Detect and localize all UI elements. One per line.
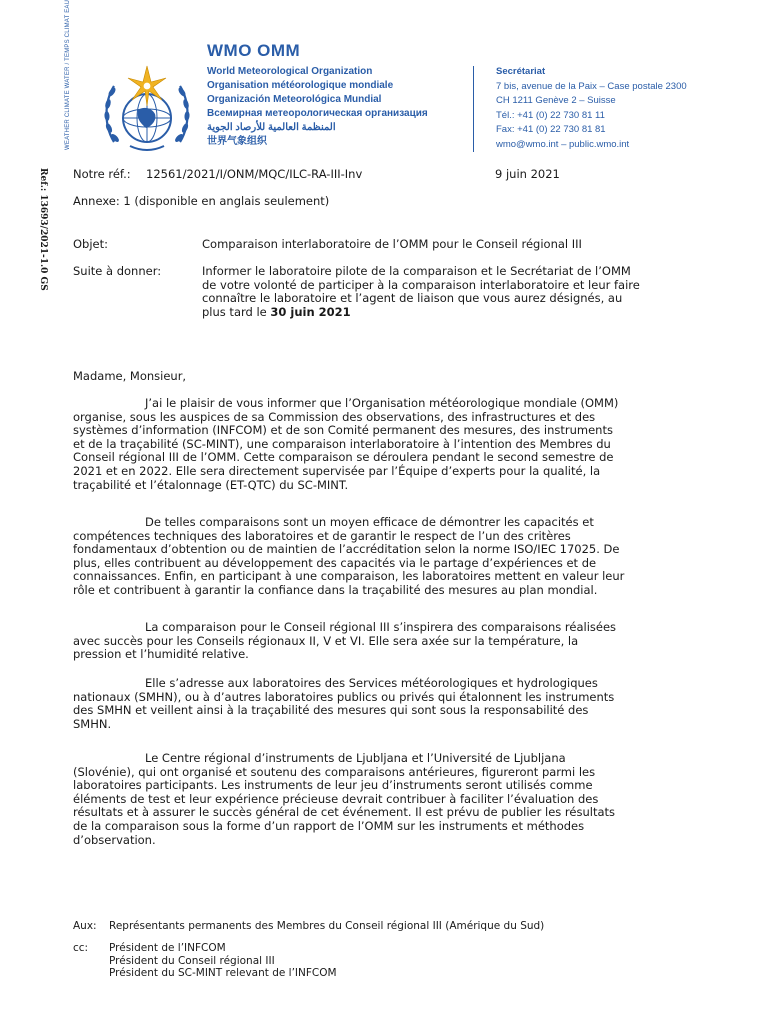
- paragraph-line: Elle s’adresse aux laboratoires des Services météorologiques et hydrologiques: [145, 676, 598, 690]
- paragraph-line: d’observation.: [73, 832, 156, 847]
- wmo-emblem-logo: [100, 62, 194, 156]
- org-name-ru: Всемирная метеорологическая организация: [207, 108, 428, 119]
- paragraph-1: [73, 397, 698, 492]
- paragraph-5: [73, 752, 698, 847]
- suite-line: de votre volonté de participer à la comparaison interlaboratoire et leur faire: [202, 277, 640, 292]
- brand-title: WMO OMM: [207, 41, 301, 60]
- paragraph-line: nationaux (SMHN), ou à d’autres laboratoires publics ou privés qui étalonnent les instruments: [73, 689, 615, 704]
- secretariat-address: [496, 65, 687, 152]
- paragraph-line: avec succès pour les Conseils régionaux II, V et VI. Elle sera axée sur la température, la: [73, 633, 579, 648]
- suite-label: Suite à donner:: [73, 264, 162, 278]
- phone-line: Tél.: +41 (0) 22 730 81 11: [496, 109, 605, 121]
- paragraph-line: laboratoires participants. Les instruments de leur jeu d’instruments seront utilisés comme: [73, 778, 593, 793]
- paragraph-line: compétences techniques des laboratoires et de garantir le respect de l’un des critères: [73, 528, 571, 543]
- suite-line: connaître le laboratoire et l’agent de liaison que vous aurez désignés, au: [202, 291, 623, 306]
- vertical-tagline: [64, 0, 94, 156]
- paragraph-line: résultats et à assurer le succès général de cet événement. Il est prévu de publier les résultats: [73, 805, 616, 820]
- aux-label: Aux:: [73, 920, 97, 932]
- notre-ref-value: 12561/2021/I/ONM/MQC/ILC-RA-III-Inv: [146, 167, 363, 181]
- address-line: 7 bis, avenue de la Paix – Case postale 2300: [496, 80, 687, 92]
- org-name-zh: 世界气象组织: [207, 136, 267, 147]
- org-name-ar: المنظمة العالمية للأرصاد الجوية: [207, 122, 336, 133]
- paragraph-2: [73, 516, 698, 598]
- paragraph-line: et de la traçabilité (SC-MINT), une comparaison interlaboratoire à l’intention des Membres du: [73, 436, 611, 451]
- email-web-line: wmo@wmo.int – public.wmo.int: [496, 138, 630, 150]
- suite-last-prefix: plus tard le: [202, 304, 267, 319]
- aux-value: Représentants permanents des Membres du Conseil régional III (Amérique du Sud): [109, 920, 545, 932]
- paragraph-line: Le Centre régional d’instruments de Ljubljana et l’Université de Ljubljana: [145, 751, 566, 765]
- secretariat-title: Secrétariat: [496, 66, 546, 77]
- paragraph-line: (Slovénie), qui ont organisé et soutenu des comparaisons antérieures, figureront parmi les: [73, 764, 596, 779]
- cc-list: [109, 942, 337, 980]
- side-reference-text: Ref.: 13693/2021-1.0 GS: [38, 168, 48, 291]
- tagline-text: WEATHER CLIMATE WATER / TEMPS CLIMAT EAU: [65, 0, 71, 150]
- suite-line: Informer le laboratoire pilote de la comparaison et le Secrétariat de l’OMM: [202, 264, 631, 278]
- cc-item: Président du SC-MINT relevant de l’INFCOM: [109, 967, 337, 979]
- org-names: [207, 65, 428, 149]
- objet-label: Objet:: [73, 237, 109, 251]
- paragraph-line: 2021 et en 2022. Elle sera directement supervisée par l’Équipe d’experts pour la qualité, la: [73, 463, 601, 478]
- paragraph-line: plus, elles contribuent au développement des capacités via le partage d’expériences et de: [73, 555, 597, 570]
- paragraph-line: des SMHN et veillent ainsi à la traçabilité des mesures qui sont sous la responsabilité des: [73, 703, 589, 718]
- paragraph-line: fondamentaux d’obtention ou de maintien de l’accréditation selon la norme ISO/IEC 17025. De: [73, 542, 620, 557]
- objet-value: Comparaison interlaboratoire de l’OMM pour le Conseil régional III: [202, 237, 582, 251]
- fax-line: Fax: +41 (0) 22 730 81 81: [496, 124, 606, 135]
- paragraph-3: [73, 621, 698, 662]
- paragraph-line: de la comparaison sous la forme d’un rapport de l’OMM sur les instruments et méthodes: [73, 818, 585, 833]
- suite-line-last: [202, 306, 640, 320]
- side-reference: [32, 168, 52, 291]
- letter-date: 9 juin 2021: [495, 167, 560, 181]
- annexe-line: Annexe: 1 (disponible en anglais seulement): [73, 194, 330, 208]
- paragraph-line: pression et l’humidité relative.: [73, 647, 249, 662]
- paragraph-line: J’ai le plaisir de vous informer que l’Organisation météorologique mondiale (OMM): [145, 396, 619, 410]
- paragraph-4: [73, 677, 698, 731]
- paragraph-line: Conseil régional III de l’OMM. Cette comparaison se déroulera pendant le second semestre de: [73, 450, 614, 465]
- suite-text: [202, 265, 640, 319]
- paragraph-line: systèmes d’information (INFCOM) et de son Comité permanent des mesures, des instruments: [73, 423, 613, 438]
- paragraph-line: rôle et contribuent à garantir la confiance dans la traçabilité des mesures au plan mondial.: [73, 582, 598, 597]
- cc-item: Président du Conseil régional III: [109, 954, 275, 967]
- org-name-en: World Meteorological Organization: [207, 66, 373, 77]
- paragraph-line: De telles comparaisons sont un moyen efficace de démontrer les capacités et: [145, 515, 594, 529]
- cc-item: Président de l’INFCOM: [109, 942, 226, 954]
- paragraph-line: SMHN.: [73, 716, 112, 731]
- cc-label: cc:: [73, 942, 89, 954]
- header-divider: [473, 66, 474, 152]
- paragraph-line: connaissances. Enfin, en participant à une comparaison, les laboratoires mettent en valeur leur: [73, 569, 625, 584]
- org-name-es: Organización Meteorológica Mundial: [207, 94, 382, 105]
- paragraph-line: éléments de test et leur expérience précieuse devrait contribuer à faciliter l’évaluation des: [73, 791, 599, 806]
- salutation: Madame, Monsieur,: [73, 369, 187, 383]
- org-name-fr: Organisation météorologique mondiale: [207, 80, 394, 91]
- paragraph-line: traçabilité et l’étalonnage (ET-QTC) du SC-MINT.: [73, 477, 349, 492]
- notre-ref-label: Notre réf.:: [73, 167, 131, 181]
- paragraph-line: organise, sous les auspices de sa Commission des observations, des infrastructures et des: [73, 409, 596, 424]
- address-city: CH 1211 Genève 2 – Suisse: [496, 95, 616, 106]
- suite-deadline: 30 juin 2021: [270, 304, 351, 319]
- paragraph-line: La comparaison pour le Conseil régional III s’inspirera des comparaisons réalisées: [145, 620, 617, 634]
